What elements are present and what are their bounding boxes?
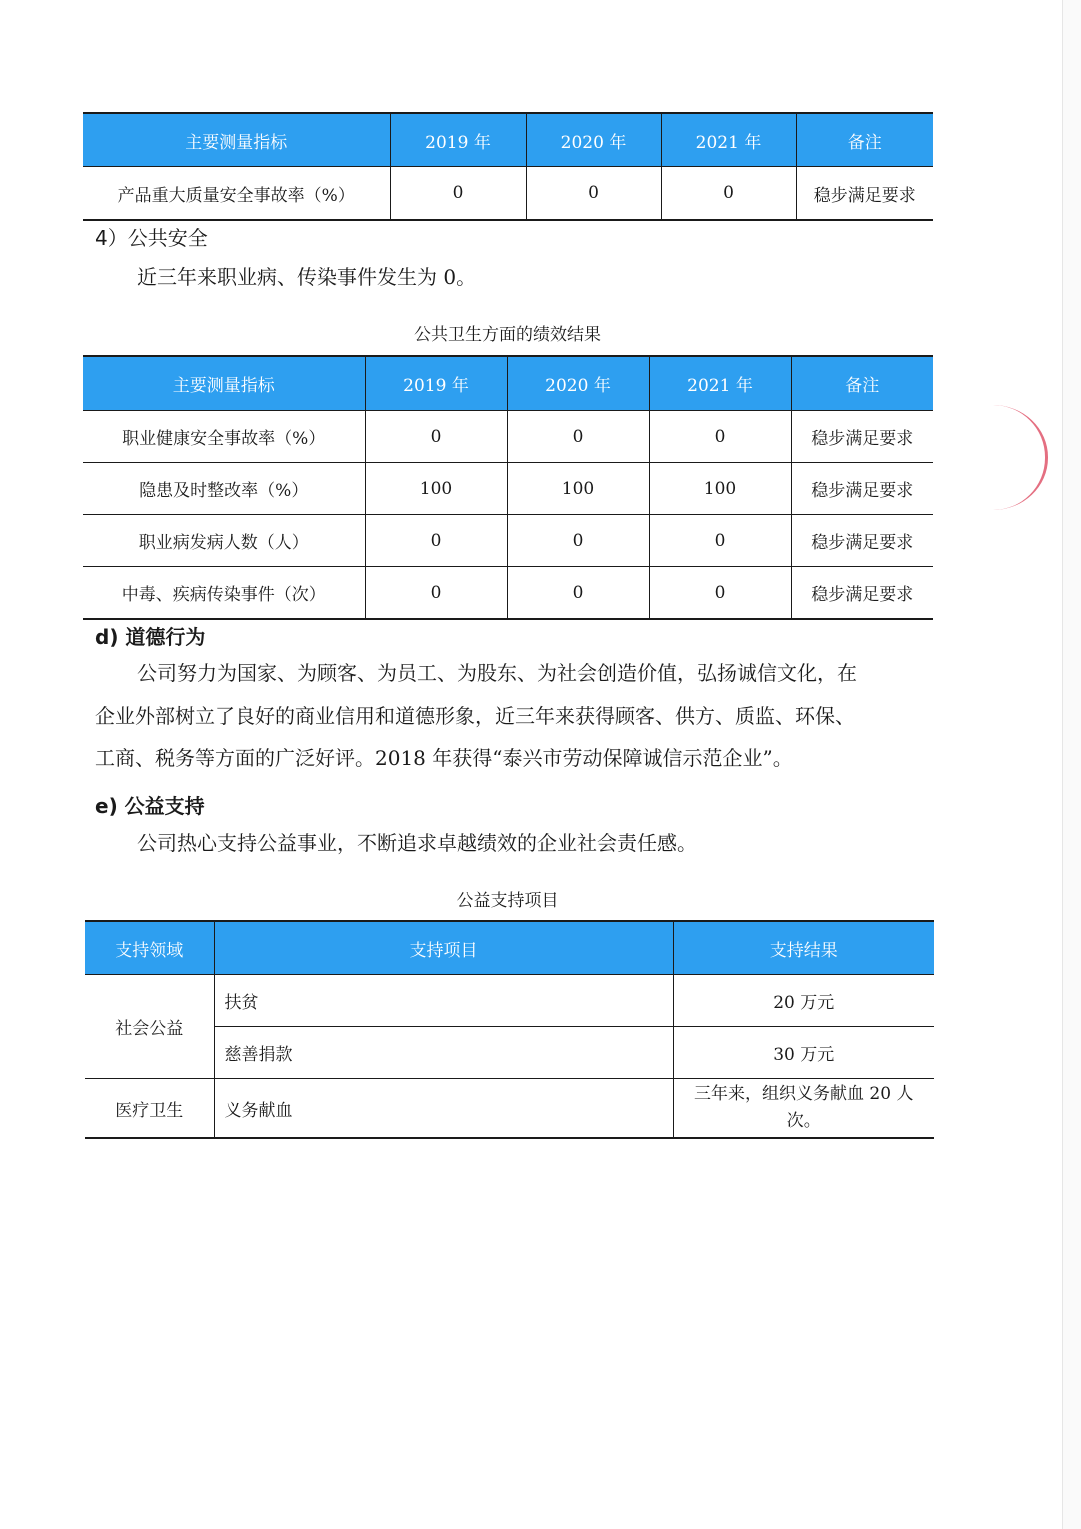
support-result-cell: 30 万元 <box>673 1027 934 1079</box>
header-cell: 支持领域 <box>85 921 214 975</box>
section-4-heading: 4）公共安全 <box>95 226 208 250</box>
table-cell: 0 <box>507 567 649 620</box>
table-cell: 0 <box>661 167 796 221</box>
support-result-cell: 20 万元 <box>673 975 934 1027</box>
table-cell: 0 <box>507 515 649 567</box>
table-cell: 隐患及时整改率（%） <box>83 463 365 515</box>
table-row <box>83 567 933 620</box>
table-cell: 稳步满足要求 <box>791 567 933 620</box>
table-row <box>85 975 934 1027</box>
table-cell: 100 <box>507 463 649 515</box>
table-cell: 0 <box>649 411 791 463</box>
section-d-line-2: 企业外部树立了良好的商业信用和道德形象，近三年来获得顾客、供方、质监、环保、 <box>95 704 855 728</box>
page-edge <box>1062 0 1063 1529</box>
table-cell: 0 <box>649 567 791 620</box>
table-cell: 100 <box>365 463 507 515</box>
header-cell: 2020 年 <box>507 356 649 411</box>
quality-table <box>83 112 933 221</box>
table-cell: 0 <box>526 167 661 221</box>
header-cell: 2019 年 <box>390 113 526 167</box>
table-cell: 0 <box>390 167 526 221</box>
table-cell: 0 <box>649 515 791 567</box>
section-4-text: 近三年来职业病、传染事件发生为 0。 <box>137 265 477 289</box>
table-row <box>83 515 933 567</box>
table-row <box>85 1079 934 1139</box>
header-cell: 主要测量指标 <box>83 356 365 411</box>
table-header-row <box>83 356 933 411</box>
table-cell: 稳步满足要求 <box>791 515 933 567</box>
header-cell: 备注 <box>791 356 933 411</box>
support-result-cell: 三年来，组织义务献血 20 人次。 <box>673 1079 934 1139</box>
section-e-text: 公司热心支持公益事业，不断追求卓越绩效的企业社会责任感。 <box>137 831 697 855</box>
table-cell: 稳步满足要求 <box>791 411 933 463</box>
section-d-line-3: 工商、税务等方面的广泛好评。2018 年获得“泰兴市劳动保障诚信示范企业”。 <box>95 746 793 770</box>
table-row <box>83 167 933 221</box>
header-cell: 支持项目 <box>214 921 673 975</box>
support-project-cell: 扶贫 <box>214 975 673 1027</box>
table-cell: 产品重大质量安全事故率（%） <box>83 167 390 221</box>
table-cell: 稳步满足要求 <box>791 463 933 515</box>
support-area-cell: 医疗卫生 <box>85 1079 214 1139</box>
table-cell: 100 <box>649 463 791 515</box>
table-cell: 中毒、疾病传染事件（次） <box>83 567 365 620</box>
table-cell: 稳步满足要求 <box>796 167 933 221</box>
section-d-heading: d) 道德行为 <box>95 625 206 649</box>
table-cell: 0 <box>365 567 507 620</box>
table-cell: 职业健康安全事故率（%） <box>83 411 365 463</box>
table-cell: 0 <box>507 411 649 463</box>
seal-stamp-fragment <box>985 405 1048 510</box>
table-cell: 0 <box>365 411 507 463</box>
welfare-table-caption: 公益支持项目 <box>456 891 559 911</box>
section-d-line-1: 公司努力为国家、为顾客、为员工、为股东、为社会创造价值，弘扬诚信文化，在 <box>137 661 857 685</box>
header-cell: 2021 年 <box>649 356 791 411</box>
header-cell: 备注 <box>796 113 933 167</box>
header-cell: 支持结果 <box>673 921 934 975</box>
table-cell: 职业病发病人数（人） <box>83 515 365 567</box>
header-cell: 2019 年 <box>365 356 507 411</box>
table-row <box>83 463 933 515</box>
table-header-row <box>85 921 934 975</box>
table-header-row <box>83 113 933 167</box>
header-cell: 主要测量指标 <box>83 113 390 167</box>
health-table <box>83 355 933 620</box>
support-area-cell: 社会公益 <box>85 975 214 1079</box>
support-project-cell: 慈善捐款 <box>214 1027 673 1079</box>
table-row <box>83 411 933 463</box>
health-table-caption: 公共卫生方面的绩效结果 <box>414 325 601 345</box>
header-cell: 2020 年 <box>526 113 661 167</box>
header-cell: 2021 年 <box>661 113 796 167</box>
table-cell: 0 <box>365 515 507 567</box>
support-project-cell: 义务献血 <box>214 1079 673 1139</box>
welfare-table <box>85 920 934 1139</box>
page-shadow <box>1063 0 1081 1529</box>
section-e-heading: e) 公益支持 <box>95 794 205 818</box>
